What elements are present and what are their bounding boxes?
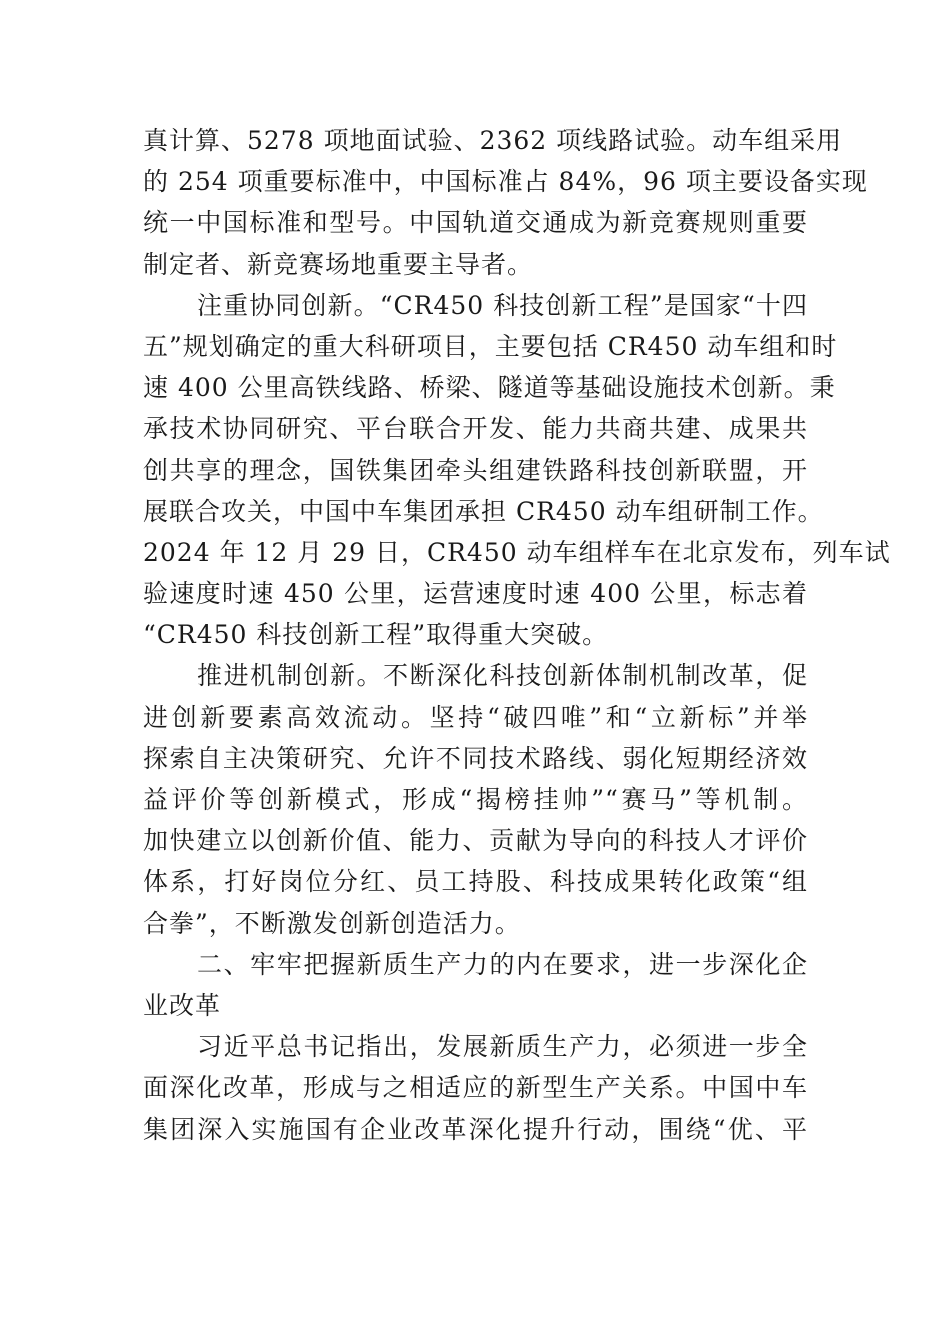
text-line: 合拳”，不断激发创新创造活力。 [143, 908, 521, 938]
text-line: 制定者、新竞赛场地重要主导者。 [143, 249, 534, 279]
text-line: 加快建立以创新价值、能力、贡献为导向的科技人才评价 [143, 826, 808, 856]
paragraph-1 [143, 120, 868, 285]
text-line: 2024 年 12 月 29 日，CR450 动车组样车在北京发布，列车试 [143, 537, 891, 567]
paragraph-2 [143, 285, 891, 656]
text-line: 注重协同创新。“CR450 科技创新工程”是国家“十四 [197, 290, 808, 320]
text-line: 真计算、5278 项地面试验、2362 项线路试验。动车组采用 [143, 126, 843, 155]
heading-line: 业改革 [143, 990, 222, 1020]
text-line: 益评价等创新模式，形成“揭榜挂帅”“赛马”等机制。 [143, 785, 808, 814]
paragraph-5 [143, 1026, 808, 1150]
text-line: 验速度时速 450 公里，运营速度时速 400 公里，标志着 [143, 579, 808, 609]
paragraph-3 [143, 655, 808, 943]
heading-line: 二、牢牢把握新质生产力的内在要求，进一步深化企 [197, 949, 808, 979]
text-line: 面深化改革，形成与之相适应的新型生产关系。中国中车 [143, 1073, 808, 1103]
text-line: 承技术协同研究、平台联合开发、能力共商共建、成果共 [143, 414, 808, 444]
text-line: 探索自主决策研究、允许不同技术路线、弱化短期经济效 [143, 743, 808, 773]
text-line: 速 400 公里高铁线路、桥梁、隧道等基础设施技术创新。秉 [143, 373, 836, 403]
text-line: 的 254 项重要标准中，中国标准占 84%，96 项主要设备实现 [143, 167, 868, 197]
text-line: “CR450 科技创新工程”取得重大突破。 [143, 620, 609, 650]
text-line: 创共享的理念，国铁集团牵头组建铁路科技创新联盟，开 [143, 455, 808, 485]
text-line: 推进机制创新。不断深化科技创新体制机制改革，促 [197, 661, 808, 691]
section-heading-2 [143, 944, 808, 1026]
text-line: 统一中国标准和型号。中国轨道交通成为新竞赛规则重要 [143, 208, 808, 238]
text-line: 展联合攻关，中国中车集团承担 CR450 动车组研制工作。 [143, 496, 824, 526]
text-line: 五”规划确定的重大科研项目，主要包括 CR450 动车组和时 [143, 331, 838, 361]
text-line: 进创新要素高效流动。坚持“破四唯”和“立新标”并举 [143, 702, 808, 732]
text-line: 集团深入实施国有企业改革深化提升行动，围绕“优、平 [143, 1114, 808, 1144]
document-body [143, 120, 891, 1150]
text-line: 体系，打好岗位分红、员工持股、科技成果转化政策“组 [143, 867, 808, 897]
text-line: 习近平总书记指出，发展新质生产力，必须进一步全 [197, 1032, 808, 1062]
